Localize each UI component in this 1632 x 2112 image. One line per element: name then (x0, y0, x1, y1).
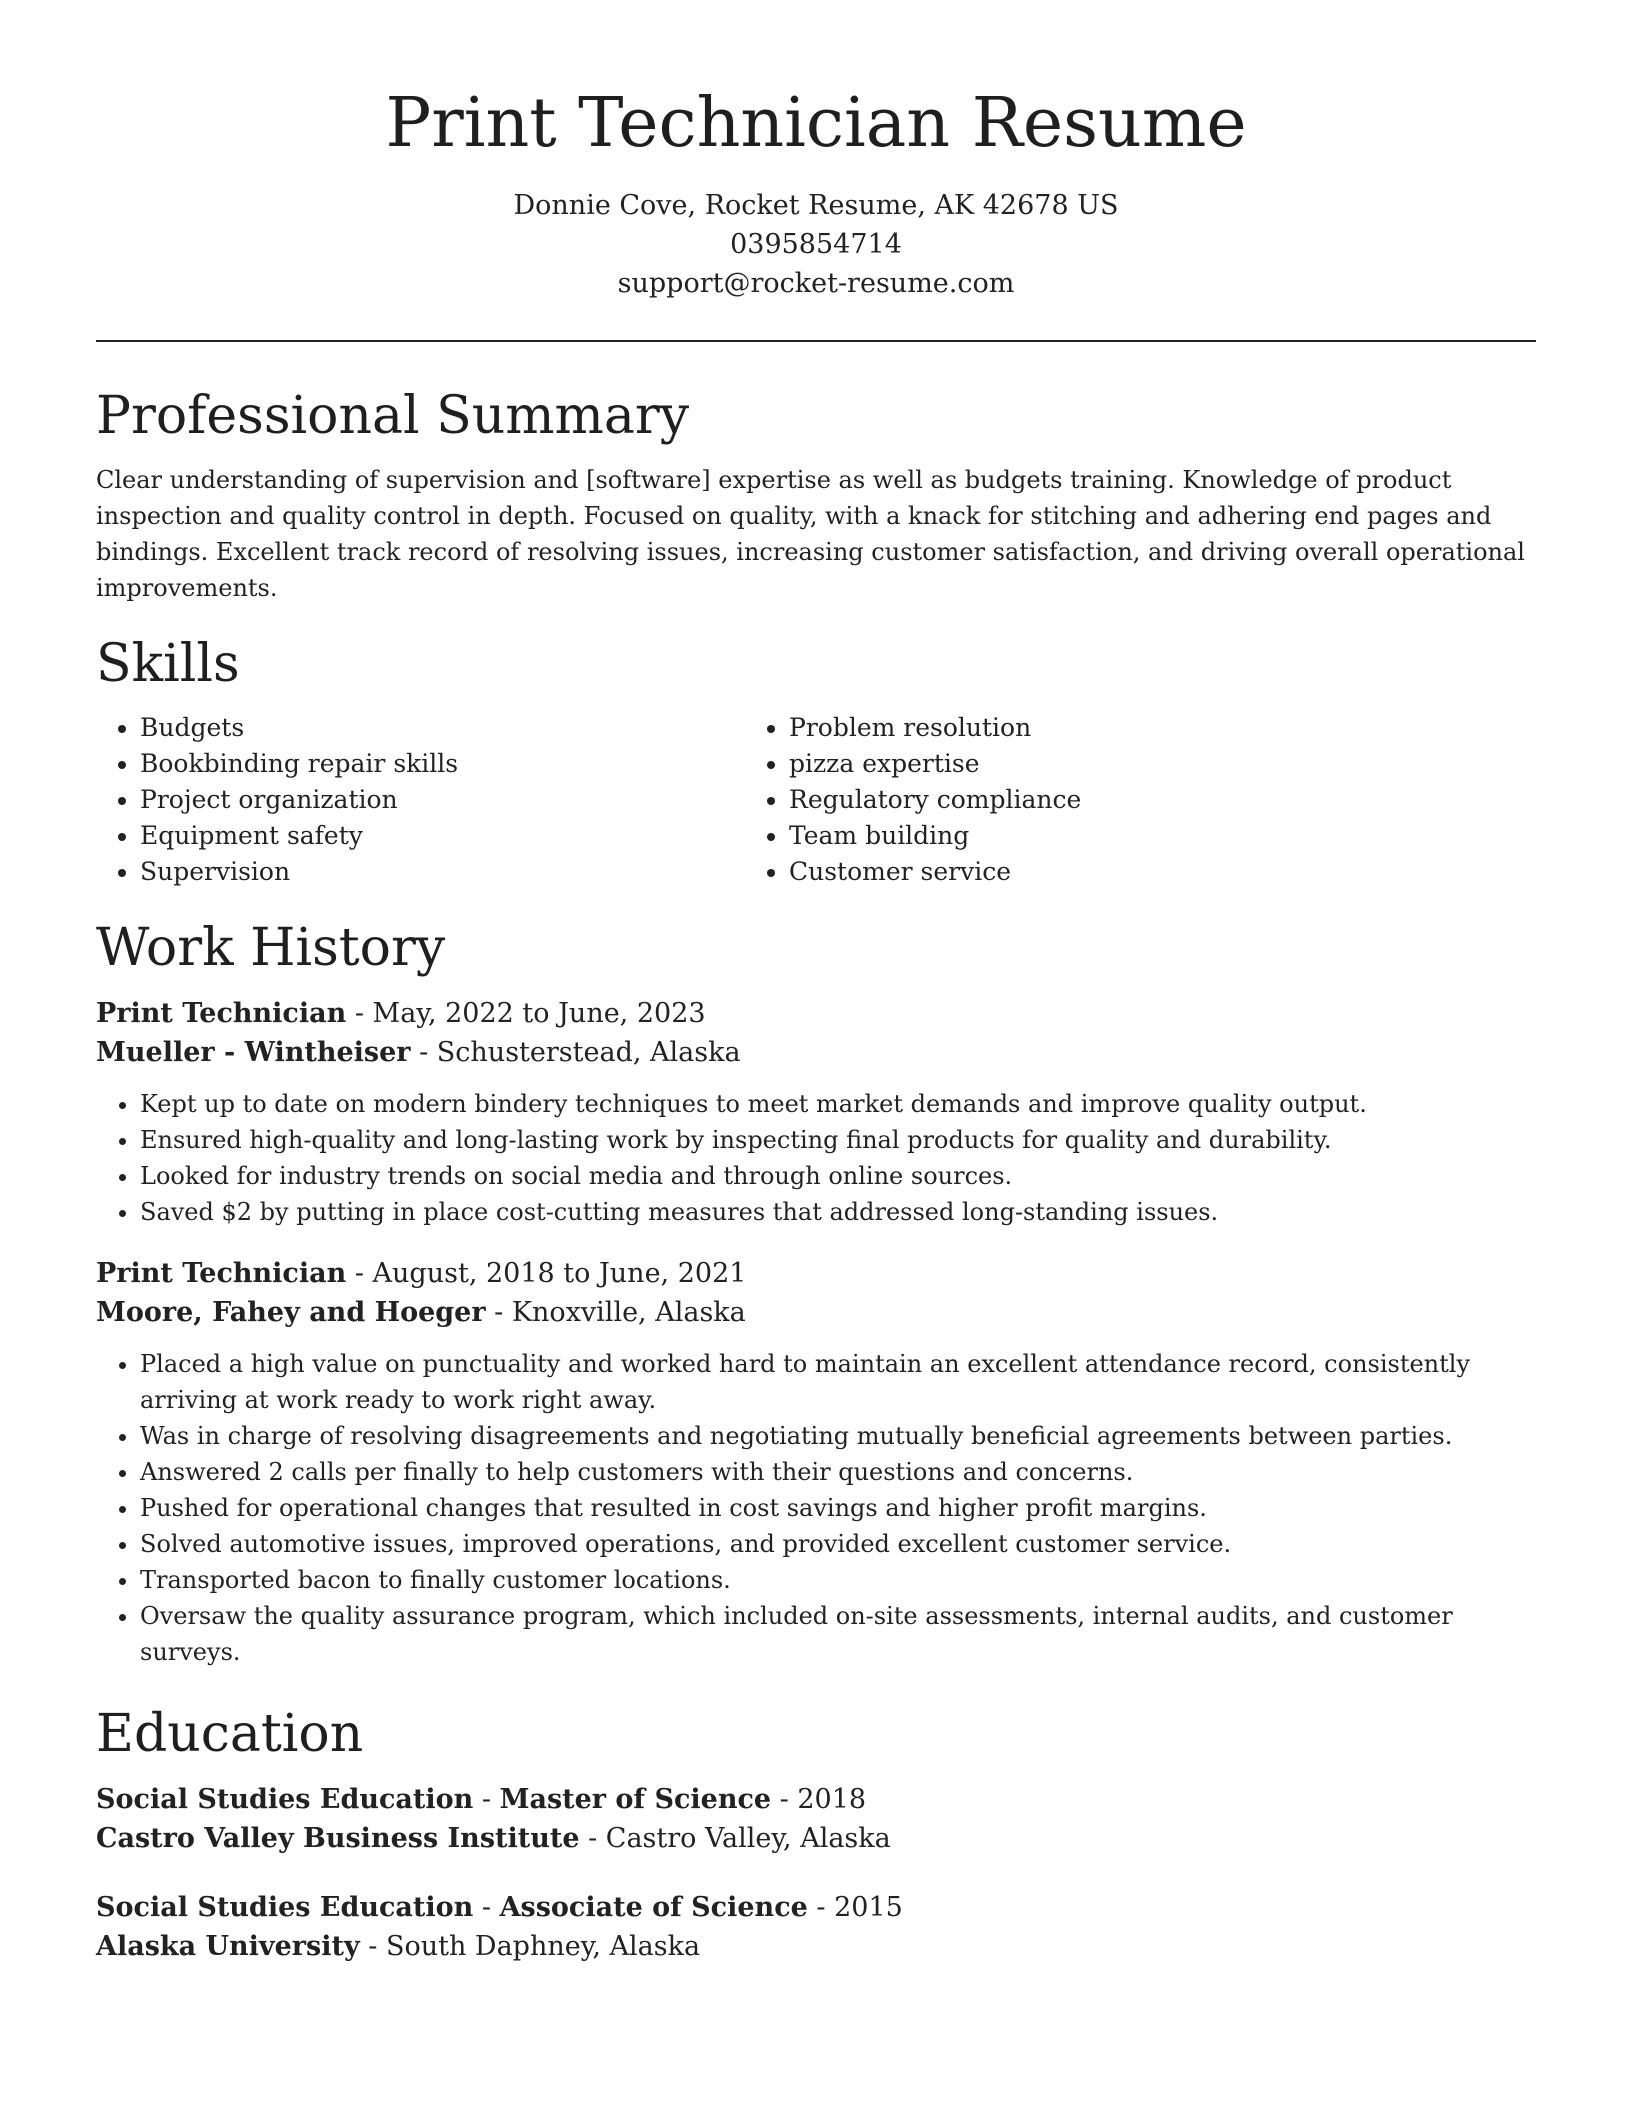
education-school-line: Castro Valley Business Institute - Castro Valley, Alaska (96, 1823, 891, 1854)
skill-item: • Regulatory compliance (789, 782, 1394, 818)
education-degree: Associate of Science (499, 1892, 808, 1923)
job-bullet: • Solved automotive issues, improved operations, and provided excellent customer service. (140, 1526, 1536, 1562)
education-entry (96, 1888, 1536, 1966)
education-location: Castro Valley, Alaska (605, 1823, 891, 1854)
job-bullet: • Was in charge of resolving disagreements and negotiating mutually beneficial agreements between parties. (140, 1418, 1536, 1454)
skills-column-right (745, 710, 1394, 890)
education-degree-line: Social Studies Education - Master of Science - 2018 (96, 1784, 867, 1815)
education-school: Alaska University (96, 1931, 360, 1962)
job-bullet: • Oversaw the quality assurance program, which included on-site assessments, internal audits, and customer surveys. (140, 1598, 1536, 1670)
job-company: Moore, Fahey and Hoeger (96, 1297, 486, 1328)
education-heading: Education (96, 1704, 364, 1764)
education-entry (96, 1780, 1536, 1858)
skill-item: • Equipment safety (140, 818, 745, 854)
page-title: Print Technician Resume (385, 84, 1247, 163)
job-bullets (96, 1346, 1536, 1670)
job-bullet: • Kept up to date on modern bindery techniques to meet market demands and improve quality output. (140, 1086, 1536, 1122)
job-title: Print Technician (96, 1258, 347, 1289)
skill-item: • Supervision (140, 854, 745, 890)
header-divider (96, 340, 1536, 342)
job-location: Schusterstead, Alaska (436, 1037, 741, 1068)
education-year: 2018 (797, 1784, 867, 1815)
skill-item: • Customer service (789, 854, 1394, 890)
job-dates: August, 2018 to June, 2021 (372, 1258, 747, 1289)
education-field: Social Studies Education (96, 1784, 474, 1815)
job-dates: May, 2022 to June, 2023 (372, 998, 706, 1029)
education-degree-line: Social Studies Education - Associate of Science - 2015 (96, 1892, 903, 1923)
resume-body (96, 376, 1536, 1996)
education-field: Social Studies Education (96, 1892, 474, 1923)
skill-item: • Project organization (140, 782, 745, 818)
job-entry (96, 994, 1536, 1230)
contact-email: support@rocket-resume.com (617, 268, 1015, 299)
skill-item: • Problem resolution (789, 710, 1394, 746)
contact-phone: 0395854714 (730, 229, 902, 260)
work-history-heading: Work History (96, 918, 446, 978)
job-bullet: • Pushed for operational changes that resulted in cost savings and higher profit margins. (140, 1490, 1536, 1526)
skill-item: • pizza expertise (789, 746, 1394, 782)
job-entry (96, 1254, 1536, 1670)
job-bullet: • Saved $2 by putting in place cost-cutting measures that addressed long-standing issues. (140, 1194, 1536, 1230)
job-bullet: • Ensured high-quality and long-lasting work by inspecting final products for quality and durability. (140, 1122, 1536, 1158)
job-bullet: • Answered 2 calls per finally to help customers with their questions and concerns. (140, 1454, 1536, 1490)
job-title-line: Print Technician - August, 2018 to June, 2021 (96, 1258, 747, 1289)
skills-column-left (96, 710, 745, 890)
job-location: Knoxville, Alaska (511, 1297, 746, 1328)
job-bullet: • Placed a high value on punctuality and worked hard to maintain an excellent attendance record, consistently arriving at work ready to work right away. (140, 1346, 1536, 1418)
education-school: Castro Valley Business Institute (96, 1823, 580, 1854)
job-bullet: • Transported bacon to finally customer locations. (140, 1562, 1536, 1598)
education-degree: Master of Science (499, 1784, 772, 1815)
skills-heading: Skills (96, 634, 240, 694)
skill-item: • Budgets (140, 710, 745, 746)
job-title-line: Print Technician - May, 2022 to June, 2023 (96, 998, 706, 1029)
contact-address: Donnie Cove, Rocket Resume, AK 42678 US (513, 190, 1119, 221)
skills-list (96, 710, 1536, 890)
skill-item: • Team building (789, 818, 1394, 854)
job-company: Mueller - Wintheiser (96, 1037, 411, 1068)
education-location: South Daphney, Alaska (385, 1931, 701, 1962)
education-school-line: Alaska University - South Daphney, Alaska (96, 1931, 701, 1962)
resume-header (0, 76, 1632, 303)
summary-heading: Professional Summary (96, 386, 690, 446)
job-title: Print Technician (96, 998, 347, 1029)
job-company-line: Moore, Fahey and Hoeger - Knoxville, Alaska (96, 1297, 746, 1328)
education-year: 2015 (834, 1892, 903, 1923)
skill-item: • Bookbinding repair skills (140, 746, 745, 782)
summary-text: Clear understanding of supervision and [software] expertise as well as budgets training. Knowledge of product inspection and quality control in depth. Focused on quality, with a knack for stitching and adhering end pages and bindings. Excellent track record of resolving issues, increasing customer satisfaction, and driving overall operational improvements. (96, 466, 1525, 602)
job-bullets (96, 1086, 1536, 1230)
job-company-line: Mueller - Wintheiser - Schusterstead, Alaska (96, 1037, 741, 1068)
job-bullet: • Looked for industry trends on social media and through online sources. (140, 1158, 1536, 1194)
